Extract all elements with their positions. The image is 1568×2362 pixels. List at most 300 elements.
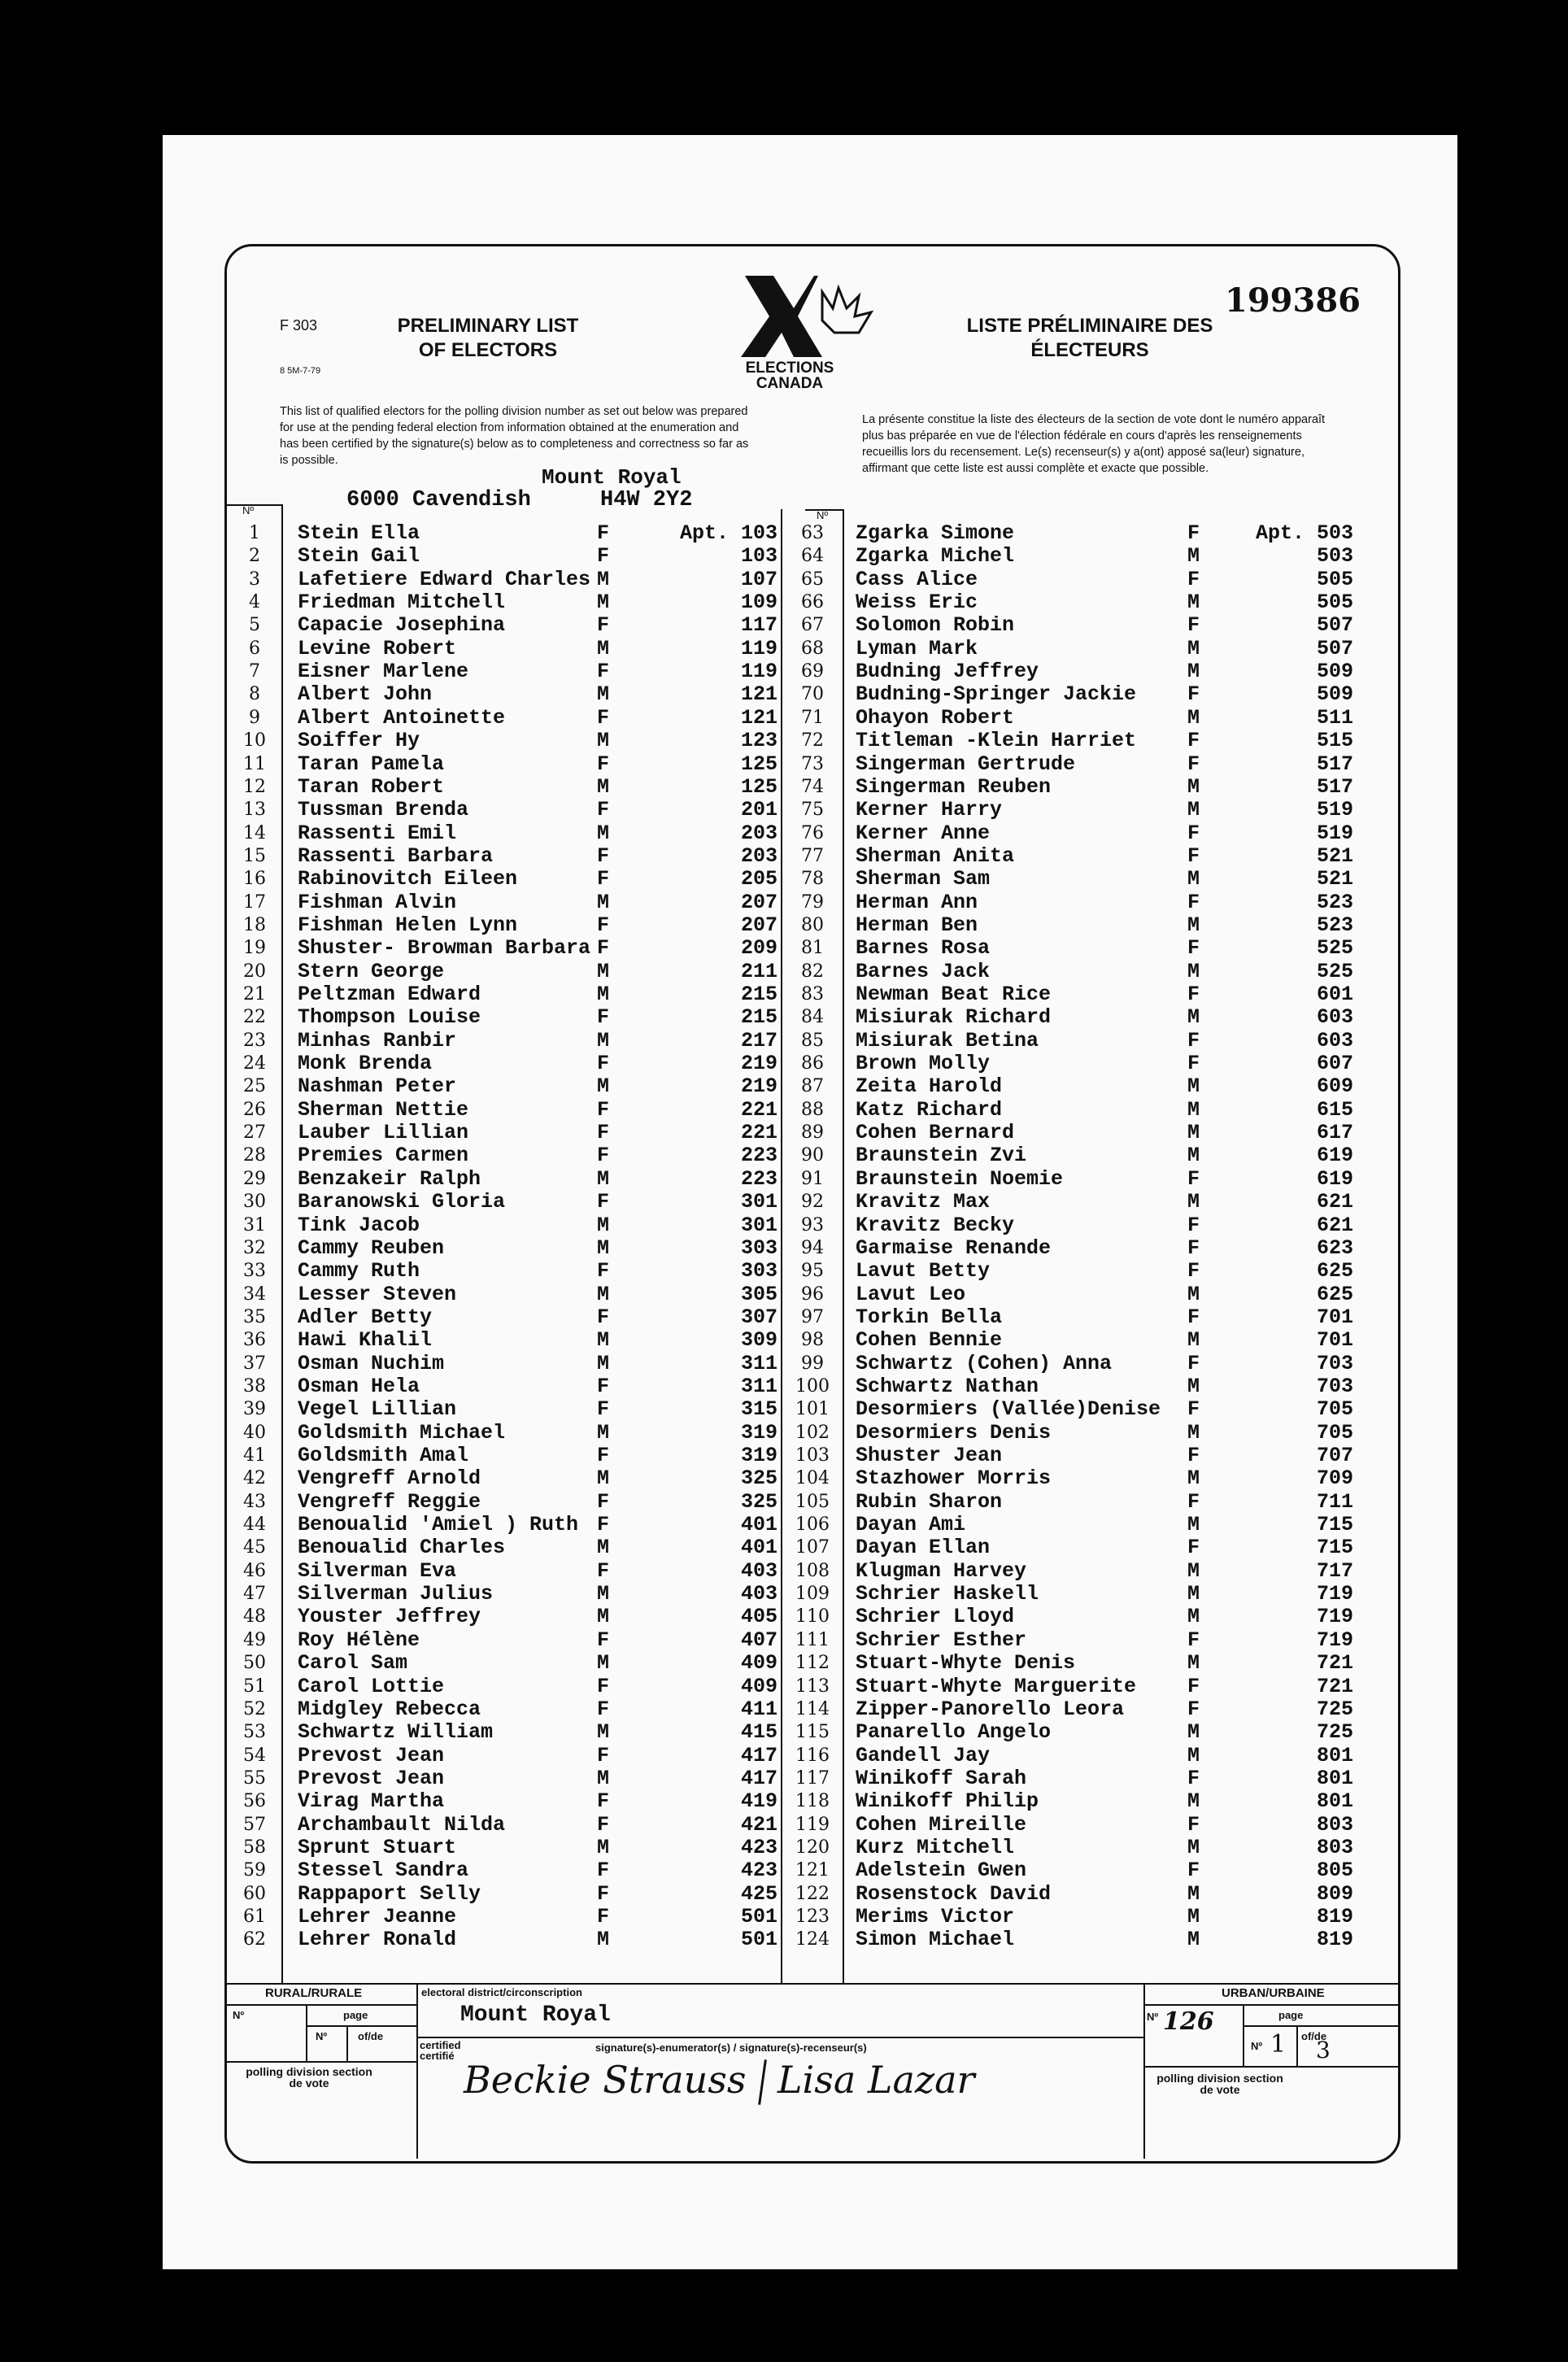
- elector-apartment: 707: [1316, 1444, 1353, 1467]
- elector-sex: F: [597, 1859, 610, 1883]
- elector-name: Schwartz William: [298, 1720, 494, 1745]
- elector-number: 114: [795, 1698, 830, 1719]
- elector-name: Silverman Julius: [298, 1582, 494, 1606]
- elector-number: 40: [243, 1422, 266, 1443]
- elector-sex: F: [1187, 682, 1200, 707]
- elector-name: Panarello Angelo: [856, 1720, 1052, 1745]
- elector-sex: F: [1187, 1351, 1200, 1375]
- elector-name: Lauber Lillian: [298, 1121, 469, 1145]
- elector-sex: M: [1187, 590, 1200, 615]
- elector-number: 20: [243, 961, 266, 982]
- elector-name: Shuster- Browman Barbara: [298, 936, 591, 961]
- elector-name: Osman Nuchim: [298, 1351, 445, 1375]
- elector-apartment: 525: [1316, 936, 1353, 961]
- elector-name: Sherman Sam: [856, 867, 991, 891]
- rural-box-rule-b: [346, 2025, 348, 2061]
- elector-number: 70: [801, 684, 824, 705]
- serial-number: 199386: [1225, 281, 1361, 320]
- elector-number: 39: [243, 1399, 266, 1420]
- elector-name: Rosenstock David: [856, 1881, 1052, 1906]
- elector-number: 4: [249, 592, 260, 613]
- elector-number: 60: [243, 1883, 266, 1904]
- elector-name: Archambault Nilda: [298, 1812, 506, 1837]
- elector-name: Rassenti Barbara: [298, 843, 494, 868]
- list-item: [0, 660, 1568, 683]
- elector-number: 115: [795, 1722, 830, 1743]
- list-item: [0, 1491, 1568, 1514]
- elector-number: 106: [795, 1514, 830, 1536]
- elector-sex: M: [1187, 1144, 1200, 1168]
- elector-sex: F: [1187, 1213, 1200, 1237]
- elector-number: 41: [243, 1445, 266, 1466]
- list-item: [0, 569, 1568, 591]
- elector-apartment: 617: [1316, 1121, 1353, 1145]
- elector-name: Desormiers Denis: [856, 1420, 1052, 1445]
- urban-page-label: page: [1278, 2009, 1304, 2021]
- list-item: [0, 845, 1568, 868]
- list-item: [0, 1329, 1568, 1352]
- elector-apartment: 219: [740, 1052, 777, 1076]
- elector-apartment: 603: [1316, 1005, 1353, 1030]
- elector-name: Stuart-Whyte Marguerite: [856, 1674, 1137, 1698]
- title-french: LISTE PRÉLIMINAIRE DES ÉLECTEURS: [966, 315, 1213, 361]
- list-item: [0, 1859, 1568, 1882]
- elector-number: 121: [795, 1860, 830, 1881]
- elector-name: Ohayon Robert: [856, 705, 1015, 730]
- elector-number: 87: [801, 1076, 824, 1097]
- elector-apartment: 809: [1316, 1881, 1353, 1906]
- footer-top-rule: [224, 1983, 1398, 1985]
- elector-number: 2: [249, 546, 260, 567]
- elector-name: Torkin Bella: [856, 1305, 1003, 1329]
- list-item: [0, 1260, 1568, 1283]
- elector-name: Herman Ben: [856, 913, 978, 937]
- list-item: [0, 1467, 1568, 1490]
- rural-label: RURAL/RURALE: [265, 1986, 363, 2000]
- elector-sex: F: [597, 1789, 610, 1814]
- elector-apartment: 709: [1316, 1466, 1353, 1491]
- elector-sex: F: [597, 1144, 610, 1168]
- list-item: [0, 799, 1568, 821]
- elector-number: 57: [243, 1814, 266, 1835]
- elector-sex: F: [1187, 1305, 1200, 1329]
- elector-name: Lyman Mark: [856, 636, 978, 660]
- list-item: [0, 1767, 1568, 1790]
- urban-box-rule-a: [1243, 2004, 1244, 2066]
- elector-apartment: 711: [1316, 1489, 1353, 1514]
- elector-number: 109: [795, 1584, 830, 1605]
- elector-apartment: 125: [740, 774, 777, 799]
- elector-number: 122: [795, 1883, 830, 1904]
- elector-apartment: 715: [1316, 1536, 1353, 1560]
- elector-number: 77: [801, 845, 824, 866]
- elector-sex: F: [1187, 1674, 1200, 1698]
- elector-name: Capacie Josephina: [298, 613, 506, 638]
- elector-name: Carol Sam: [298, 1651, 408, 1676]
- elector-sex: M: [597, 890, 610, 914]
- elector-name: Kerner Harry: [856, 798, 1003, 822]
- elector-name: Peltzman Edward: [298, 983, 481, 1006]
- elector-name: Simon Michael: [856, 1928, 1015, 1952]
- elector-sex: F: [1187, 1628, 1200, 1652]
- elector-sex: M: [1187, 705, 1200, 730]
- district-value: Mount Royal: [460, 2002, 611, 2028]
- district-typed: Mount Royal: [542, 465, 682, 490]
- elector-apartment: 703: [1316, 1374, 1353, 1398]
- elector-apartment: 619: [1316, 1144, 1353, 1168]
- elector-apartment: 319: [740, 1444, 777, 1467]
- elector-name: Vengreff Arnold: [298, 1466, 481, 1491]
- address-postal: H4W 2Y2: [600, 488, 693, 512]
- elector-sex: F: [1187, 729, 1200, 753]
- elector-number: 7: [249, 661, 260, 682]
- elector-sex: M: [1187, 1328, 1200, 1353]
- elector-name: Cammy Ruth: [298, 1259, 420, 1283]
- list-item: [0, 1928, 1568, 1951]
- list-item: [0, 1837, 1568, 1859]
- elector-name: Sherman Anita: [856, 843, 1015, 868]
- elector-apartment: 311: [740, 1351, 777, 1375]
- elector-number: 35: [243, 1306, 266, 1327]
- urban-box-rule-b: [1296, 2025, 1298, 2066]
- elector-number: 108: [795, 1560, 830, 1581]
- elector-sex: F: [597, 1397, 610, 1422]
- elector-sex: M: [1187, 1282, 1200, 1306]
- elector-number: 110: [795, 1606, 830, 1628]
- list-item: [0, 545, 1568, 568]
- elector-name: Stein Gail: [298, 544, 420, 569]
- elector-apartment: 717: [1316, 1558, 1353, 1583]
- elector-sex: M: [597, 682, 610, 707]
- elector-name: Budning Jeffrey: [856, 660, 1039, 684]
- elector-name: Klugman Harvey: [856, 1558, 1027, 1583]
- elector-number: 80: [801, 914, 824, 935]
- elector-name: Zipper-Panorello Leora: [856, 1697, 1125, 1721]
- elector-name: Cohen Bernard: [856, 1121, 1015, 1145]
- elector-sex: F: [597, 1812, 610, 1837]
- list-item: [0, 683, 1568, 706]
- elector-sex: F: [597, 752, 610, 776]
- elector-sex: M: [597, 1720, 610, 1745]
- elector-apartment: 319: [740, 1420, 777, 1445]
- elector-name: Katz Richard: [856, 1097, 1003, 1122]
- elector-apartment: 401: [740, 1513, 777, 1537]
- elector-apartment: 417: [740, 1743, 777, 1767]
- elector-name: Stuart-Whyte Denis: [856, 1651, 1076, 1676]
- elector-sex: M: [1187, 1558, 1200, 1583]
- elector-sex: F: [597, 544, 610, 569]
- elector-number: 65: [801, 569, 824, 590]
- elector-number: 5: [249, 615, 260, 636]
- elector-apartment: 403: [740, 1582, 777, 1606]
- list-item: [0, 1560, 1568, 1583]
- elector-number: 32: [243, 1237, 266, 1258]
- certified-label: certified certifié: [420, 2039, 461, 2062]
- elector-number: 50: [243, 1653, 266, 1674]
- elector-apartment: 517: [1316, 752, 1353, 776]
- elector-name: Schrier Lloyd: [856, 1605, 1015, 1629]
- elector-apartment: 205: [740, 867, 777, 891]
- elector-sex: F: [1187, 1166, 1200, 1191]
- address-street: 6000 Cavendish: [346, 488, 531, 512]
- elector-name: Lehrer Ronald: [298, 1928, 457, 1952]
- elector-apartment: 325: [740, 1489, 777, 1514]
- list-item: [0, 1168, 1568, 1191]
- elector-sex: M: [597, 1074, 610, 1099]
- elector-sex: F: [597, 705, 610, 730]
- elector-number: 85: [801, 1030, 824, 1051]
- elector-name: Newman Beat Rice: [856, 983, 1052, 1006]
- elector-sex: F: [597, 1513, 610, 1537]
- elector-name: Misiurak Richard: [856, 1005, 1052, 1030]
- elector-sex: F: [1187, 936, 1200, 961]
- elector-name: Misiurak Betina: [856, 1028, 1039, 1052]
- elector-name: Weiss Eric: [856, 590, 978, 615]
- elector-apartment: 215: [740, 983, 777, 1006]
- rural-page-rule: [306, 2025, 416, 2027]
- elector-number: 28: [243, 1145, 266, 1166]
- elector-number: 123: [795, 1907, 830, 1927]
- elector-apartment: 301: [740, 1213, 777, 1237]
- elector-name: Goldsmith Amal: [298, 1444, 469, 1467]
- elector-number: 111: [795, 1629, 830, 1650]
- elector-apartment: 609: [1316, 1074, 1353, 1099]
- footer-rule-rural: [224, 2004, 416, 2006]
- elector-number: 51: [243, 1676, 266, 1697]
- elector-sex: F: [597, 867, 610, 891]
- elector-sex: F: [1187, 1444, 1200, 1467]
- elector-sex: M: [597, 729, 610, 753]
- elector-number: 112: [795, 1653, 830, 1674]
- elector-sex: F: [597, 936, 610, 961]
- elector-number: 9: [249, 707, 260, 728]
- elector-number: 74: [801, 776, 824, 797]
- col-no-right: Nº: [817, 509, 829, 521]
- elector-apartment: 217: [740, 1028, 777, 1052]
- elector-number: 83: [801, 984, 824, 1005]
- elector-apartment: 503: [1316, 544, 1353, 569]
- elector-apartment: 109: [740, 590, 777, 615]
- elector-name: Virag Martha: [298, 1789, 445, 1814]
- list-item: [0, 1099, 1568, 1122]
- elector-sex: M: [1187, 1582, 1200, 1606]
- urban-of-value: 3: [1316, 2037, 1331, 2063]
- elector-apartment: 701: [1316, 1328, 1353, 1353]
- list-item: [0, 707, 1568, 730]
- elector-number: 101: [795, 1399, 830, 1420]
- elector-number: 16: [243, 869, 266, 890]
- elector-sex: F: [597, 1305, 610, 1329]
- title-english: PRELIMINARY LIST OF ELECTORS: [397, 315, 579, 361]
- elector-number: 68: [801, 638, 824, 659]
- elector-name: Cass Alice: [856, 567, 978, 591]
- elector-number: 19: [243, 938, 266, 959]
- elector-sex: F: [597, 1674, 610, 1698]
- elector-apartment: 219: [740, 1074, 777, 1099]
- elector-sex: F: [1187, 1536, 1200, 1560]
- elector-name: Rappaport Selly: [298, 1881, 481, 1906]
- elector-apartment: 725: [1316, 1697, 1353, 1721]
- elector-sex: M: [597, 567, 610, 591]
- elector-sex: M: [1187, 1605, 1200, 1629]
- list-item: [0, 1030, 1568, 1052]
- elector-sex: F: [1187, 1489, 1200, 1514]
- elector-apartment: 511: [1316, 705, 1353, 730]
- elector-sex: M: [597, 1420, 610, 1445]
- elector-name: Garmaise Renande: [856, 1235, 1052, 1260]
- elector-apartment: 819: [1316, 1905, 1353, 1928]
- elector-sex: M: [1187, 1928, 1200, 1952]
- elector-apartment: 719: [1316, 1582, 1353, 1606]
- elector-apartment: 621: [1316, 1190, 1353, 1214]
- rural-no-label: Nº: [233, 2009, 245, 2021]
- elector-apartment: Apt. 103: [679, 521, 777, 545]
- district-bottom-rule: [416, 2037, 1143, 2038]
- elector-name: Eisner Marlene: [298, 660, 469, 684]
- elector-apartment: 703: [1316, 1351, 1353, 1375]
- elector-apartment: 519: [1316, 798, 1353, 822]
- elector-number: 18: [243, 914, 266, 935]
- elector-name: Silverman Eva: [298, 1558, 457, 1583]
- elector-sex: M: [597, 1835, 610, 1859]
- list-item: [0, 730, 1568, 752]
- elector-apartment: 623: [1316, 1235, 1353, 1260]
- elector-name: Fishman Alvin: [298, 890, 457, 914]
- urban-no-value: 126: [1163, 2007, 1214, 2036]
- enumerator-signature-1: Beckie Strauss: [464, 2058, 747, 2102]
- elector-sex: M: [1187, 913, 1200, 937]
- elector-apartment: 121: [740, 682, 777, 707]
- elector-apartment: 309: [740, 1328, 777, 1353]
- elector-apartment: 417: [740, 1766, 777, 1790]
- elector-apartment: 207: [740, 913, 777, 937]
- list-item: [0, 1790, 1568, 1813]
- elector-apartment: 407: [740, 1628, 777, 1652]
- elector-name: Lavut Betty: [856, 1259, 991, 1283]
- elector-apartment: 621: [1316, 1213, 1353, 1237]
- elector-name: Kurz Mitchell: [856, 1835, 1015, 1859]
- elector-sex: F: [597, 660, 610, 684]
- list-item: [0, 1721, 1568, 1744]
- elector-apartment: 719: [1316, 1605, 1353, 1629]
- elector-apartment: 117: [740, 613, 777, 638]
- elector-name: Roy Hélène: [298, 1628, 420, 1652]
- elector-apartment: 311: [740, 1374, 777, 1398]
- footer-divider-rural: [416, 1983, 418, 2159]
- elector-name: Friedman Mitchell: [298, 590, 506, 615]
- elector-apartment: 805: [1316, 1859, 1353, 1883]
- elector-sex: M: [1187, 959, 1200, 983]
- elector-number: 104: [795, 1468, 830, 1489]
- elector-apartment: 207: [740, 890, 777, 914]
- elector-sex: F: [597, 1905, 610, 1928]
- elector-number: 14: [243, 822, 266, 843]
- elector-number: 17: [243, 891, 266, 913]
- elector-number: 36: [243, 1330, 266, 1351]
- elector-name: Fishman Helen Lynn: [298, 913, 518, 937]
- list-item: [0, 1536, 1568, 1559]
- elector-apartment: 103: [740, 544, 777, 569]
- elector-name: Zgarka Simone: [856, 521, 1015, 545]
- list-item: [0, 591, 1568, 614]
- elector-number: 95: [801, 1261, 824, 1282]
- urban-page-rule: [1243, 2025, 1398, 2027]
- elector-sex: F: [1187, 1812, 1200, 1837]
- elector-number: 76: [801, 822, 824, 843]
- elector-name: Gandell Jay: [856, 1743, 991, 1767]
- elector-sex: F: [1187, 890, 1200, 914]
- elector-sex: F: [1187, 613, 1200, 638]
- list-item: [0, 1052, 1568, 1075]
- elector-sex: M: [597, 1928, 610, 1952]
- urban-polling-division-label: polling division section de vote: [1156, 2072, 1283, 2096]
- elector-apartment: 423: [740, 1859, 777, 1883]
- elector-apartment: 525: [1316, 959, 1353, 983]
- list-item: [0, 1237, 1568, 1260]
- elector-sex: M: [597, 1166, 610, 1191]
- elector-apartment: 725: [1316, 1720, 1353, 1745]
- list-item: [0, 753, 1568, 776]
- elector-name: Prevost Jean: [298, 1743, 445, 1767]
- elector-sex: M: [1187, 798, 1200, 822]
- elector-sex: M: [1187, 1720, 1200, 1745]
- elector-number: 124: [795, 1929, 830, 1950]
- elector-apartment: 523: [1316, 913, 1353, 937]
- elector-name: Lehrer Jeanne: [298, 1905, 457, 1928]
- elector-number: 91: [801, 1168, 824, 1189]
- elector-name: Cohen Mireille: [856, 1812, 1027, 1837]
- elector-sex: M: [597, 1582, 610, 1606]
- form-sub-code: 8 5M-7-79: [280, 366, 321, 376]
- list-item: [0, 776, 1568, 799]
- elector-number: 10: [243, 730, 266, 752]
- elector-name: Brown Molly: [856, 1052, 991, 1076]
- urban-bottom-rule: [1143, 2066, 1398, 2068]
- elector-number: 56: [243, 1791, 266, 1812]
- elector-number: 44: [243, 1514, 266, 1536]
- elector-sex: M: [1187, 1121, 1200, 1145]
- elector-apartment: 215: [740, 1005, 777, 1030]
- elector-sex: F: [1187, 1052, 1200, 1076]
- elector-sex: F: [597, 1005, 610, 1030]
- elector-apartment: 615: [1316, 1097, 1353, 1122]
- elector-name: Zgarka Michel: [856, 544, 1015, 569]
- elector-apartment: 401: [740, 1536, 777, 1560]
- elector-number: 93: [801, 1214, 824, 1235]
- elector-apartment: 315: [740, 1397, 777, 1422]
- elector-number: 96: [801, 1283, 824, 1305]
- elector-number: 81: [801, 938, 824, 959]
- elector-number: 42: [243, 1468, 266, 1489]
- elector-number: 6: [249, 638, 260, 659]
- elector-number: 54: [243, 1745, 266, 1766]
- urban-page-no-label: Nº: [1251, 2040, 1263, 2052]
- elector-number: 78: [801, 869, 824, 890]
- elector-name: Goldsmith Michael: [298, 1420, 506, 1445]
- list-item: [0, 1883, 1568, 1906]
- elector-name: Herman Ann: [856, 890, 978, 914]
- elector-sex: F: [597, 1489, 610, 1514]
- elector-number: 58: [243, 1837, 266, 1858]
- elector-number: 84: [801, 1007, 824, 1028]
- elector-sex: F: [1187, 1235, 1200, 1260]
- elector-number: 71: [801, 707, 824, 728]
- elector-number: 92: [801, 1192, 824, 1213]
- elector-name: Dayan Ami: [856, 1513, 966, 1537]
- elector-name: Budning-Springer Jackie: [856, 682, 1137, 707]
- elector-apartment: 119: [740, 636, 777, 660]
- elector-apartment: 509: [1316, 682, 1353, 707]
